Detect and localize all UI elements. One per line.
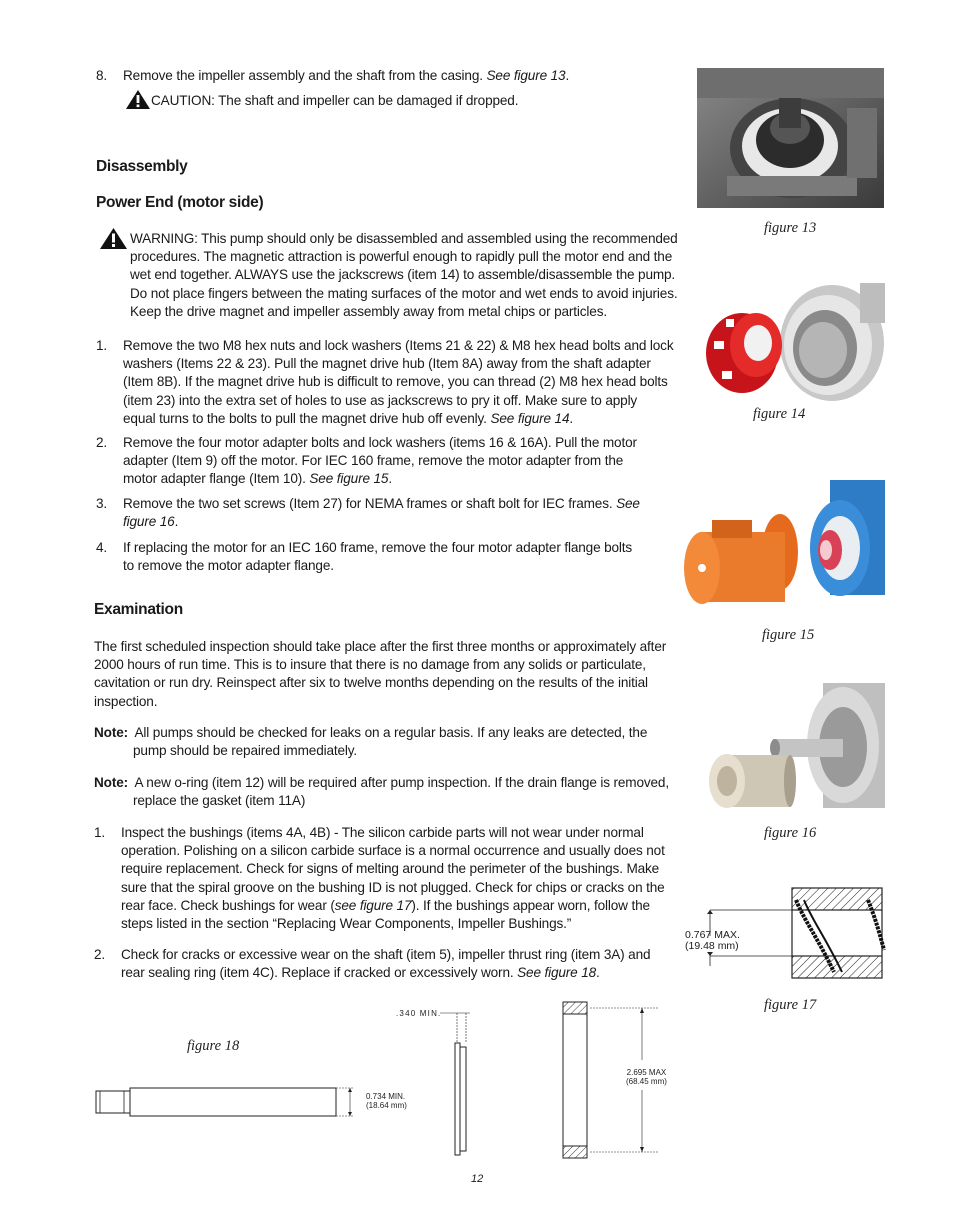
power-step-1: 1. Remove the two M8 hex nuts and lock washers (Items 21 & 22) & M8 hex head bolts and lock washers (Items 22 & 23). Pull the magnet drive hub (Item 8A) away from the shaft adapter (Item 8B). If the magnet drive hub is difficult to remove, you can thread (2) M8 hex head bolts (item 23) into the extra set of holes to use as jackscrews to pry it off. Make sure to apply equal turns to the bolts to pull the magnet drive hub off evenly. See figure 14. xyxy=(123,337,683,428)
figure-16-photo xyxy=(703,683,885,823)
figure-ref: See figure 14 xyxy=(490,410,570,426)
figure-18-thrust-ring xyxy=(440,1005,480,1165)
paragraph-line: cavitation or run dry. Reinspect after six to twelve months depending on the results of the initial xyxy=(94,675,648,691)
figure-18-shaft xyxy=(94,1085,364,1125)
caution-text: CAUTION: The shaft and impeller can be damaged if dropped. xyxy=(151,93,519,108)
figure-ref: See xyxy=(616,496,640,511)
step-line: steps listed in the section “Replacing Wear Components, Impeller Bushings.” xyxy=(121,916,572,932)
dimension-label: (18.64 mm) xyxy=(366,1101,407,1110)
step-line: rear sealing ring (item 4C). Replace if cracked or excessively worn. xyxy=(121,965,514,981)
step-text: Remove the impeller assembly and the shaft from the casing. xyxy=(123,68,483,83)
step-line: to remove the motor adapter flange. xyxy=(123,558,334,574)
note-line: replace the gasket (item 11A) xyxy=(133,793,306,809)
power-step-2: 2. Remove the four motor adapter bolts and lock washers (items 16 & 16A). Pull the motor adapter (Item 9) off the motor. For IEC 160 frame, remove the motor adapter from the motor adapter flange (Item 10). See figure 15. xyxy=(123,434,683,489)
step-number: 2. xyxy=(96,435,108,450)
step-8: 8. Remove the impeller assembly and the shaft from the casing. See figure 13. xyxy=(123,67,683,85)
shaft-dimension xyxy=(366,1092,407,1110)
figure-13-photo xyxy=(697,68,884,208)
exam-step-1 xyxy=(94,824,691,933)
dimension-label: 0.767 MAX. xyxy=(685,929,740,941)
step-line: Remove the two set screws (Item 27) for NEMA frames or shaft bolt for IEC frames. xyxy=(123,496,613,511)
exam-paragraph xyxy=(94,638,694,711)
figure-ref: See figure 15 xyxy=(309,471,389,487)
warning-line: Do not place fingers between the mating surfaces of the motor and wet ends to avoid injuries. xyxy=(130,285,678,301)
step-line: washers (Items 22 & 23). Pull the magnet drive hub (Item 8A) away from the shaft adapter xyxy=(123,356,651,372)
step-number: 3. xyxy=(96,496,108,511)
figure-16-caption: figure 16 xyxy=(764,825,817,841)
step-line: require replacement. Check for signs of melting around the perimeter of the bushings. Make xyxy=(121,861,660,877)
step-line: operation. Polishing on a silicon carbide surface is a normal occurrence and usually does not xyxy=(121,843,665,859)
figure-15-photo xyxy=(680,480,885,618)
dimension-label: (68.45 mm) xyxy=(626,1077,667,1086)
note-2 xyxy=(94,774,694,810)
dimension-label: (19.48 mm) xyxy=(685,940,739,952)
step-number: 4. xyxy=(96,540,108,555)
step-line: If replacing the motor for an IEC 160 frame, remove the four motor adapter flange bolts xyxy=(123,540,633,555)
heading-examination: Examination xyxy=(94,601,183,618)
figure-18-caption: figure 18 xyxy=(187,1038,240,1054)
paragraph-line: The first scheduled inspection should take place after the first three months or approximately after xyxy=(94,639,667,654)
step-line: equal turns to the bolts to pull the magnet drive hub off evenly. xyxy=(123,410,487,426)
paragraph-line: inspection. xyxy=(94,693,158,709)
note-line: All pumps should be checked for leaks on a regular basis. If any leaks are detected, the xyxy=(134,725,648,740)
power-step-3: 3. Remove the two set screws (Item 27) for NEMA frames or shaft bolt for IEC frames. See figure 16. xyxy=(96,496,640,530)
warning-line: procedures. The magnetic attraction is powerful enough to rapidly pull the motor end and the xyxy=(130,249,673,265)
note-1 xyxy=(94,724,694,760)
note-line: A new o-ring (item 12) will be required after pump inspection. If the drain flange is removed, xyxy=(134,775,669,790)
seal-dimension xyxy=(626,1068,667,1086)
page-number: 12 xyxy=(471,1173,484,1185)
figure-14-caption: figure 14 xyxy=(753,406,806,422)
heading-power-end: Power End (motor side) xyxy=(96,194,264,211)
ring-dimension: .340 MIN. xyxy=(396,1009,442,1018)
power-step-4 xyxy=(96,539,683,575)
warning-line: wet end together. ALWAYS use the jackscrews (item 14) to assemble/disassemble the pump. xyxy=(130,267,676,283)
dimension-label: 0.734 MIN. xyxy=(366,1092,406,1101)
step-line: (item 23) into the extra set of holes to use as jackscrews to pry it off. Make sure to apply xyxy=(123,392,638,408)
exam-step-2: 2. Check for cracks or excessive wear on the shaft (item 5), impeller thrust ring (item 3A) and rear sealing ring (item 4C). Replace if cracked or excessively worn. See figure 18. xyxy=(121,946,691,982)
step-line: motor adapter flange (Item 10). xyxy=(123,471,306,487)
step-line: ). If the bushings appear worn, follow the xyxy=(411,897,650,913)
warning-text xyxy=(130,230,700,321)
warning-line: Keep the drive magnet and impeller assembly away from metal chips or particles. xyxy=(130,303,607,319)
note-label: Note: xyxy=(94,775,128,790)
figure-ref: figure 16 xyxy=(123,514,175,530)
figure-17-dimension xyxy=(685,930,740,952)
step-number: 2. xyxy=(94,947,106,962)
figure-15-caption: figure 15 xyxy=(762,627,815,643)
dimension-label: 2.695 MAX xyxy=(626,1068,667,1077)
step-line: rear face. Check bushings for wear ( xyxy=(121,897,335,913)
warning-line: WARNING: This pump should only be disassembled and assembled using the recommended xyxy=(130,231,678,246)
figure-14-photo xyxy=(700,283,885,401)
figure-ref: See figure 18 xyxy=(517,965,597,981)
step-line: (Item 8B). If the magnet drive hub is difficult to remove, you can thread (2) M8 hex head bolts xyxy=(123,374,668,390)
step-line: sure that the spiral groove on the bushing ID is not plugged. Check for chips or cracks on the xyxy=(121,879,665,895)
figure-17-caption: figure 17 xyxy=(764,997,817,1013)
figure-13-caption: figure 13 xyxy=(764,220,817,236)
step-line: adapter (Item 9) off the motor. For IEC 160 frame, remove the motor adapter from the xyxy=(123,453,624,469)
step-number: 8. xyxy=(96,68,108,83)
warning-icon xyxy=(100,228,127,249)
step-line: Inspect the bushings (items 4A, 4B) - The silicon carbide parts will not wear under normal xyxy=(121,825,644,840)
note-label: Note: xyxy=(94,725,128,740)
step-number: 1. xyxy=(96,338,108,353)
step-line: Remove the two M8 hex nuts and lock washers (Items 21 & 22) & M8 hex head bolts and lock xyxy=(123,338,674,353)
heading-disassembly: Disassembly xyxy=(96,158,188,175)
step-number: 1. xyxy=(94,825,106,840)
caution-icon xyxy=(126,90,150,109)
note-line: pump should be repaired immediately. xyxy=(133,743,358,759)
figure-ref: See figure 13 xyxy=(486,68,566,83)
figure-ref: see figure 17 xyxy=(334,897,412,913)
step-line: Remove the four motor adapter bolts and lock washers (items 16 & 16A). Pull the motor xyxy=(123,435,637,450)
step-line: Check for cracks or excessive wear on the shaft (item 5), impeller thrust ring (item 3A) and xyxy=(121,947,651,962)
paragraph-line: 2000 hours of run time. This is to insure that there is no damage from any solids or particulate, xyxy=(94,657,646,673)
